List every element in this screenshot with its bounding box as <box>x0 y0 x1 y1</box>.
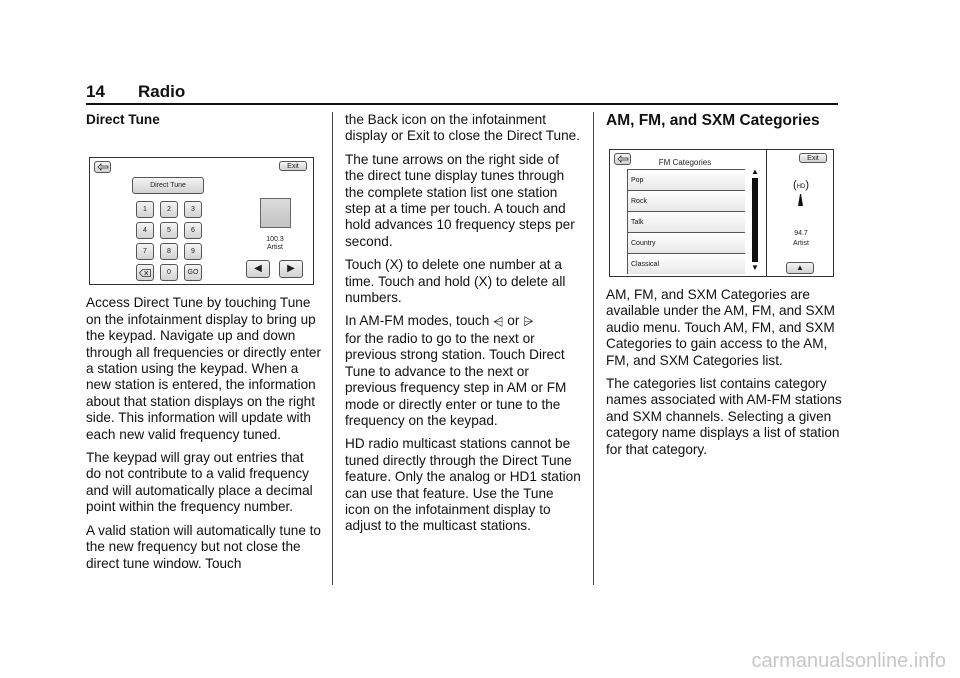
key-1[interactable]: 1 <box>136 201 154 218</box>
back-arrow-icon <box>617 155 629 163</box>
left-triangle-icon: ◀ <box>254 263 262 275</box>
column-divider-left <box>332 112 333 585</box>
backspace-icon <box>139 269 151 277</box>
back-arrow-icon <box>97 163 109 171</box>
col3-paragraph-2: The categories list contains category names associated with AM-FM stations and SXM channels. Selecting a given category name displays a list of station for that category. <box>606 376 842 457</box>
back-button[interactable] <box>94 161 111 173</box>
column-1 <box>86 112 322 579</box>
page-title: Radio <box>138 82 186 101</box>
watermark: carmanualsonline.info <box>751 650 946 672</box>
key-9[interactable]: 9 <box>184 243 202 260</box>
direct-tune-screen <box>89 157 314 285</box>
column-3 <box>606 112 842 465</box>
signal-antenna-icon <box>798 194 803 206</box>
col1-paragraph-3: A valid station will automatically tune to the new frequency but not close the direct tune window. Touch <box>86 522 321 571</box>
key-6[interactable]: 6 <box>184 222 202 239</box>
col1-paragraph-1: Access Direct Tune by touching Tune on the infotainment display to bring up the keypad. Navigate up and down through all frequencies or directly enter a station using the keypad. When a new station is entered, the information about that station displays on the right side. This information will update with each new valid frequency tuned. <box>86 295 321 442</box>
station-artist: Artist <box>793 240 809 247</box>
key-8[interactable]: 8 <box>160 243 178 260</box>
key-3[interactable]: 3 <box>184 201 202 218</box>
fm-categories-title: FM Categories <box>658 158 712 167</box>
hd-radio-logo: (HD) <box>792 179 809 191</box>
key-5[interactable]: 5 <box>160 222 178 239</box>
delete-key[interactable] <box>136 264 154 281</box>
scroll-top-button[interactable] <box>786 262 814 274</box>
category-item-talk[interactable]: Talk <box>627 211 745 232</box>
scrollbar-thumb[interactable] <box>752 178 758 262</box>
up-triangle-icon: ▲ <box>796 263 804 272</box>
col3-paragraph-1: AM, FM, and SXM Categories are available under the AM, FM, and SXM audio menu. Touch AM, FM, and SXM Categories to gain access to the AM, FM, and SXM Categories list. <box>606 287 835 368</box>
right-triangle-icon: ▶ <box>287 263 295 275</box>
key-0[interactable]: 0 <box>160 264 178 281</box>
seek-previous-icon: ⩤ <box>493 314 504 330</box>
album-art <box>260 198 291 228</box>
col1-paragraph-2: The keypad will gray out entries that do not contribute to a valid frequency and will automatically place a decimal point within the frequency number. <box>86 450 313 515</box>
tune-down-button[interactable] <box>246 260 270 278</box>
key-4[interactable]: 4 <box>136 222 154 239</box>
fm-categories-screen <box>609 149 834 277</box>
column-divider-right <box>593 112 594 585</box>
exit-button[interactable]: Exit <box>279 161 307 171</box>
column-2 <box>345 112 581 542</box>
col2-paragraph-1: the Back icon on the infotainment display or Exit to close the Direct Tune. <box>345 112 580 144</box>
station-frequency: 94.7 <box>794 230 808 237</box>
p4-text-or: or <box>503 313 524 329</box>
direct-tune-subheading: Direct Tune <box>86 112 160 127</box>
direct-tune-title-button[interactable]: Direct Tune <box>132 177 204 194</box>
col2-paragraph-3: Touch (X) to delete one number at a time. Touch and hold (X) to delete all numbers. <box>345 257 566 306</box>
back-button[interactable] <box>614 153 631 165</box>
key-2[interactable]: 2 <box>160 201 178 218</box>
categories-heading: AM, FM, and SXM Categories <box>606 112 820 129</box>
station-frequency: 100.3 <box>266 236 284 244</box>
p4-text-before: In AM-FM modes, touch <box>345 313 494 329</box>
col2-paragraph-5: HD radio multicast stations cannot be tuned directly through the Direct Tune feature. Only the analog or HD1 station can use that feature. Use the Tune icon on the infotainment display to adjust to the multicast stations. <box>345 436 581 534</box>
category-item-classical[interactable]: Classical <box>627 253 745 274</box>
screen-divider <box>766 150 767 276</box>
go-key[interactable]: GO <box>184 264 202 281</box>
category-item-rock[interactable]: Rock <box>627 190 745 211</box>
seek-next-icon: ⩥ <box>523 314 534 330</box>
scroll-up-icon[interactable]: ▲ <box>751 167 759 176</box>
station-artist: Artist <box>267 244 283 252</box>
scroll-down-icon[interactable]: ▼ <box>751 263 759 272</box>
header-rule <box>86 103 838 105</box>
page-header <box>86 82 840 104</box>
tune-up-button[interactable] <box>279 260 303 278</box>
col2-paragraph-4 <box>345 313 581 429</box>
page-number: 14 <box>86 82 105 101</box>
col2-paragraph-2: The tune arrows on the right side of the direct tune display tunes through the complete station list one station step at a time per touch. A touch and hold advances 10 frequency steps per second. <box>345 151 575 249</box>
category-item-country[interactable]: Country <box>627 232 745 253</box>
category-item-pop[interactable]: Pop <box>627 169 745 190</box>
key-7[interactable]: 7 <box>136 243 154 260</box>
p4-text-after: for the radio to go to the next or previous strong station. Touch Direct Tune to advance to the next or previous frequency step in AM or FM mode or directly enter or tune to the frequency on the keypad. <box>345 330 567 428</box>
exit-button[interactable]: Exit <box>799 153 827 163</box>
